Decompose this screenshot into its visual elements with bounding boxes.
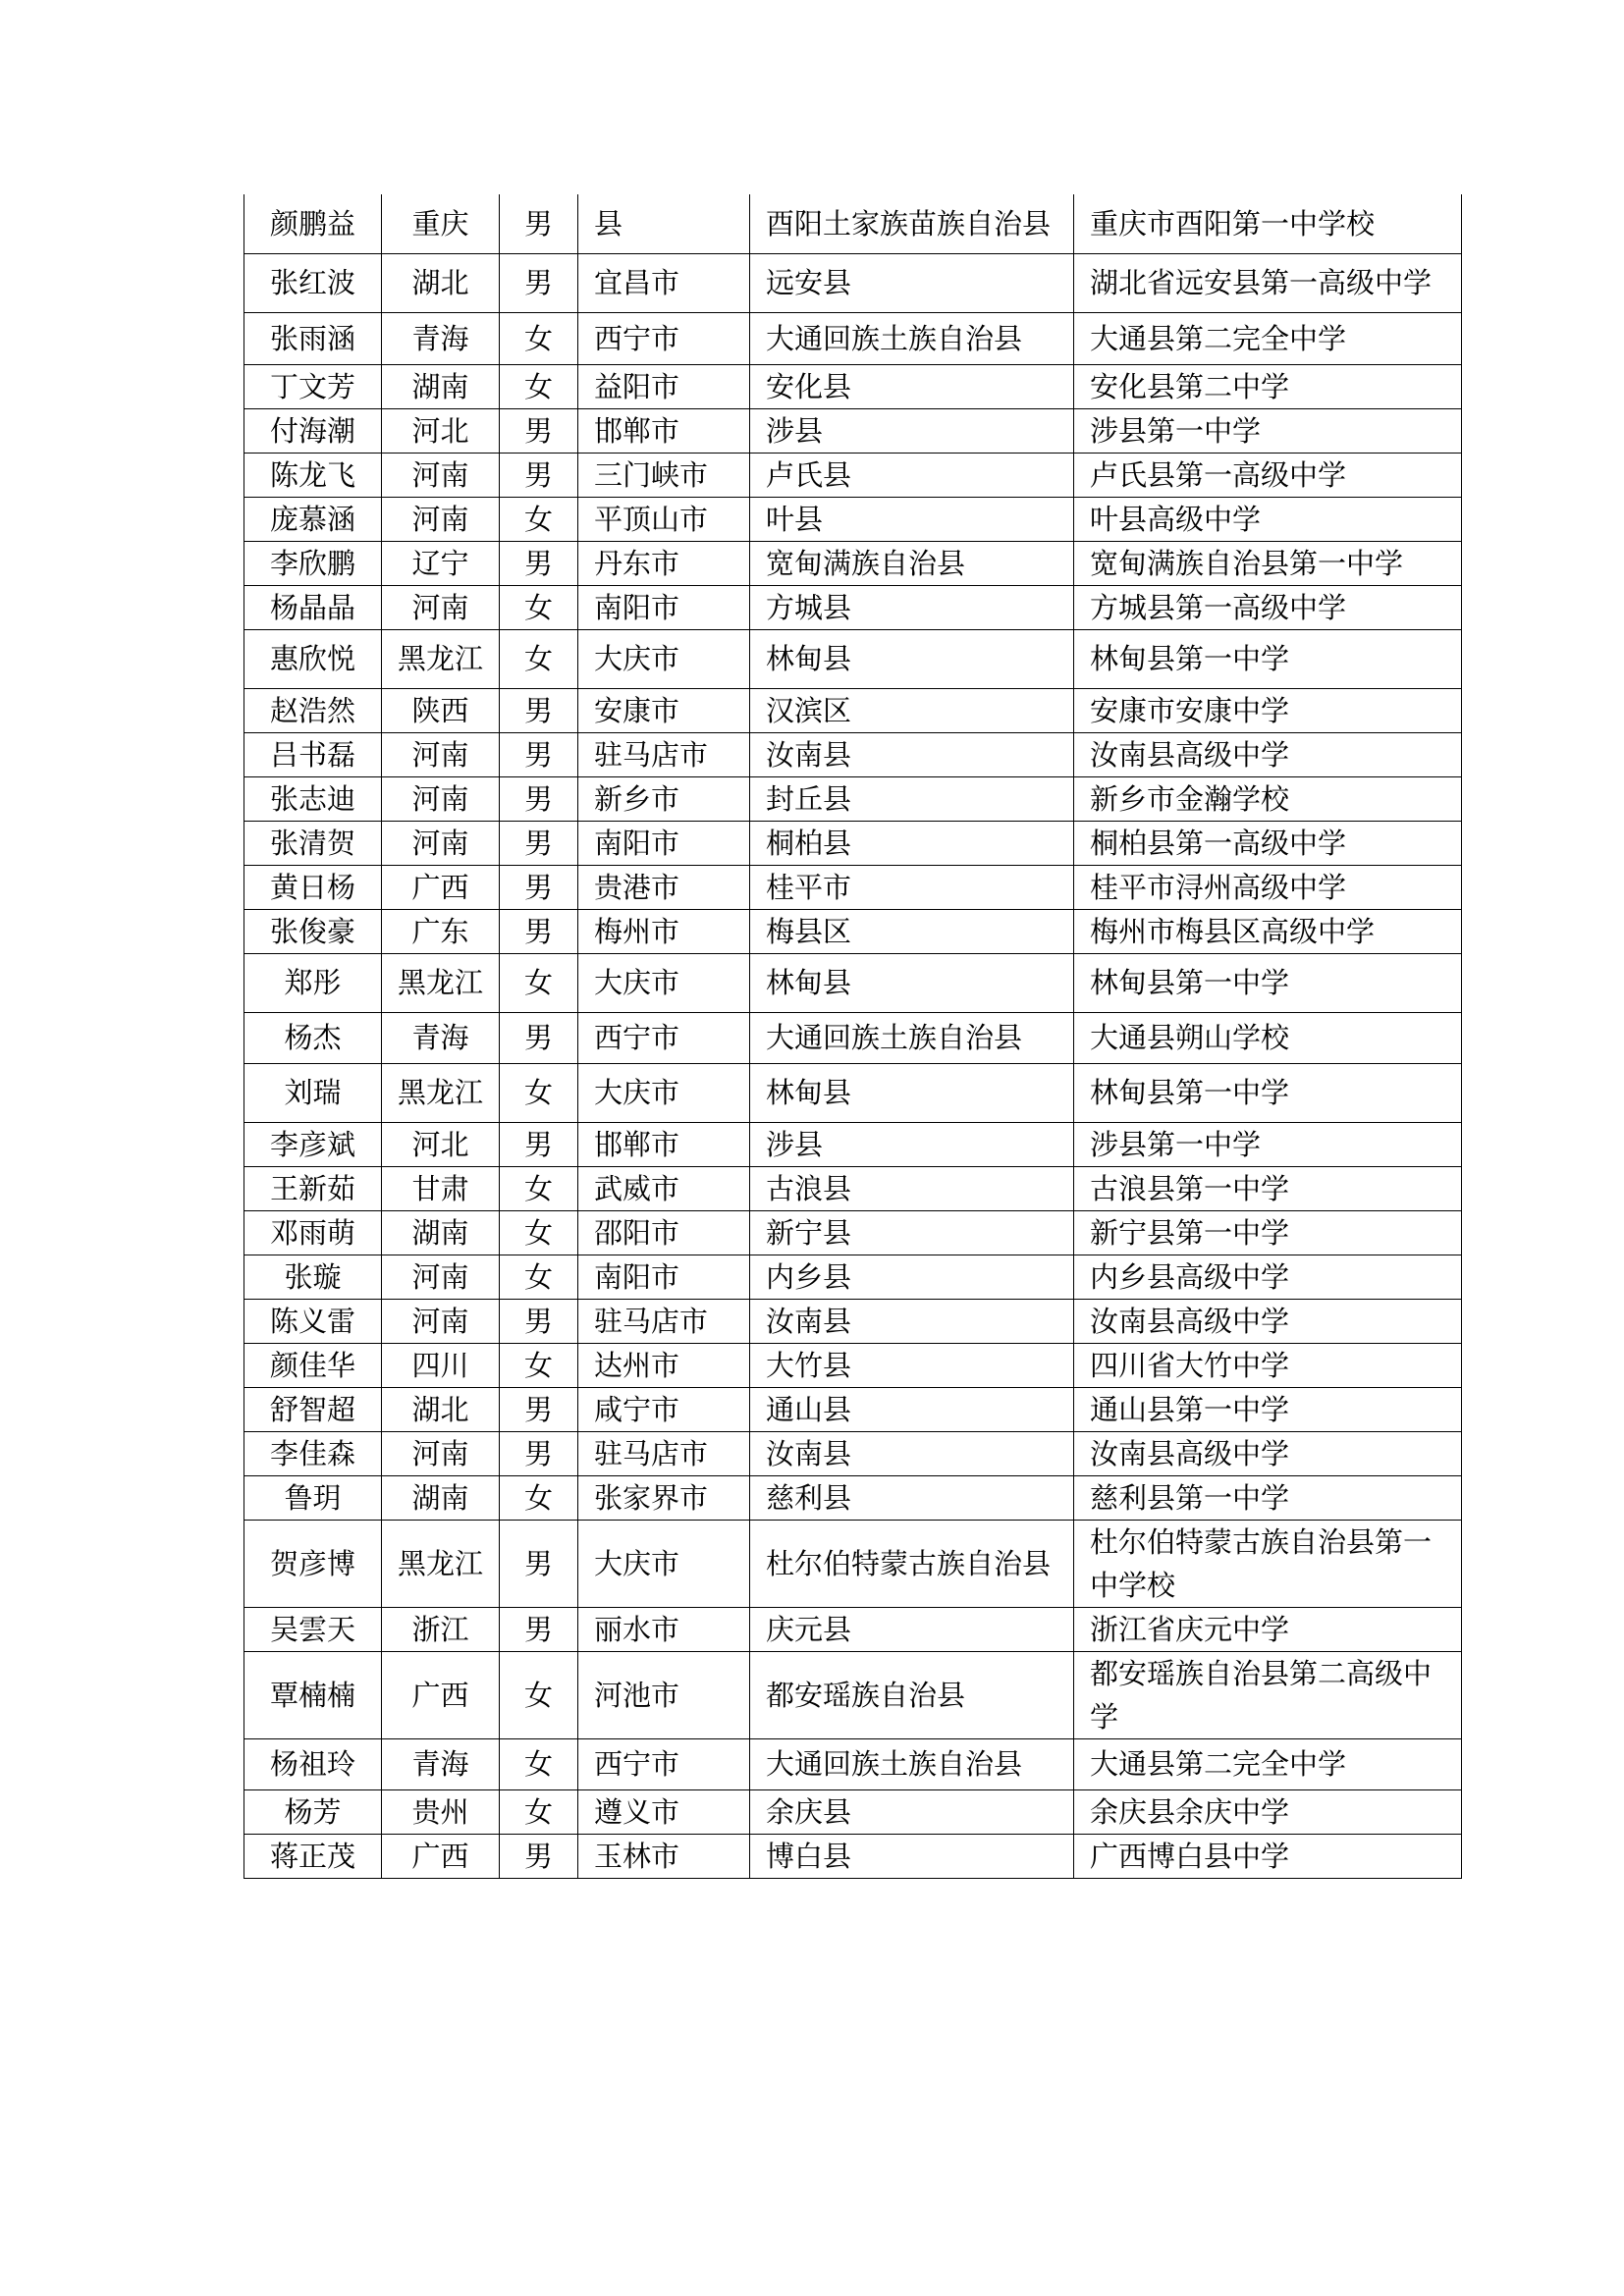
gender-cell: 男 [500, 1122, 578, 1166]
name-cell: 张清贺 [244, 821, 382, 865]
city-cell: 县 [578, 194, 750, 253]
school-cell: 桐柏县第一高级中学 [1074, 821, 1462, 865]
table-row [244, 1387, 1462, 1431]
name-cell: 邓雨萌 [244, 1210, 382, 1255]
name-cell: 陈义雷 [244, 1299, 382, 1343]
province-cell: 湖北 [382, 1387, 500, 1431]
county-cell: 卢氏县 [750, 453, 1074, 497]
gender-cell: 男 [500, 688, 578, 732]
city-cell: 张家界市 [578, 1475, 750, 1520]
gender-cell: 男 [500, 909, 578, 953]
name-cell: 黄日杨 [244, 865, 382, 909]
table-row [244, 688, 1462, 732]
county-cell: 庆元县 [750, 1607, 1074, 1651]
gender-cell: 男 [500, 541, 578, 585]
table-row [244, 776, 1462, 821]
school-cell: 大通县朔山学校 [1074, 1012, 1462, 1063]
county-cell: 新宁县 [750, 1210, 1074, 1255]
province-cell: 河南 [382, 1299, 500, 1343]
county-cell: 汉滨区 [750, 688, 1074, 732]
province-cell: 河南 [382, 497, 500, 541]
name-cell: 付海潮 [244, 408, 382, 453]
city-cell: 邯郸市 [578, 408, 750, 453]
school-cell: 卢氏县第一高级中学 [1074, 453, 1462, 497]
school-cell: 新宁县第一中学 [1074, 1210, 1462, 1255]
table-row [244, 1789, 1462, 1834]
table-row [244, 1520, 1462, 1607]
table-row [244, 1738, 1462, 1789]
county-cell: 都安瑶族自治县 [750, 1651, 1074, 1738]
school-cell: 通山县第一中学 [1074, 1387, 1462, 1431]
name-cell: 庞慕涵 [244, 497, 382, 541]
gender-cell: 女 [500, 1343, 578, 1387]
gender-cell: 男 [500, 408, 578, 453]
county-cell: 内乡县 [750, 1255, 1074, 1299]
table-row [244, 909, 1462, 953]
school-cell: 宽甸满族自治县第一中学 [1074, 541, 1462, 585]
table-row [244, 408, 1462, 453]
name-cell: 杨祖玲 [244, 1738, 382, 1789]
table-row [244, 1255, 1462, 1299]
name-cell: 杨芳 [244, 1789, 382, 1834]
name-cell: 吕书磊 [244, 732, 382, 776]
name-cell: 刘瑞 [244, 1063, 382, 1122]
school-cell: 梅州市梅县区高级中学 [1074, 909, 1462, 953]
province-cell: 黑龙江 [382, 1520, 500, 1607]
gender-cell: 男 [500, 865, 578, 909]
table-row [244, 453, 1462, 497]
city-cell: 大庆市 [578, 629, 750, 688]
table-row [244, 629, 1462, 688]
school-cell: 汝南县高级中学 [1074, 1431, 1462, 1475]
name-cell: 蒋正茂 [244, 1834, 382, 1878]
county-cell: 桐柏县 [750, 821, 1074, 865]
county-cell: 桂平市 [750, 865, 1074, 909]
name-cell: 张璇 [244, 1255, 382, 1299]
school-cell: 汝南县高级中学 [1074, 732, 1462, 776]
gender-cell: 男 [500, 1520, 578, 1607]
table-row [244, 1431, 1462, 1475]
gender-cell: 男 [500, 1834, 578, 1878]
gender-cell: 男 [500, 732, 578, 776]
name-cell: 鲁玥 [244, 1475, 382, 1520]
school-cell: 古浪县第一中学 [1074, 1166, 1462, 1210]
name-cell: 贺彦博 [244, 1520, 382, 1607]
city-cell: 邯郸市 [578, 1122, 750, 1166]
city-cell: 大庆市 [578, 953, 750, 1012]
county-cell: 大竹县 [750, 1343, 1074, 1387]
table-row [244, 541, 1462, 585]
city-cell: 平顶山市 [578, 497, 750, 541]
school-cell: 大通县第二完全中学 [1074, 1738, 1462, 1789]
city-cell: 南阳市 [578, 1255, 750, 1299]
table-row [244, 497, 1462, 541]
city-cell: 贵港市 [578, 865, 750, 909]
province-cell: 河南 [382, 821, 500, 865]
county-cell: 博白县 [750, 1834, 1074, 1878]
school-cell: 浙江省庆元中学 [1074, 1607, 1462, 1651]
school-cell: 涉县第一中学 [1074, 408, 1462, 453]
county-cell: 涉县 [750, 1122, 1074, 1166]
gender-cell: 女 [500, 1738, 578, 1789]
school-cell: 新乡市金瀚学校 [1074, 776, 1462, 821]
gender-cell: 男 [500, 776, 578, 821]
school-cell: 安康市安康中学 [1074, 688, 1462, 732]
county-cell: 宽甸满族自治县 [750, 541, 1074, 585]
school-cell: 慈利县第一中学 [1074, 1475, 1462, 1520]
city-cell: 咸宁市 [578, 1387, 750, 1431]
county-cell: 涉县 [750, 408, 1074, 453]
county-cell: 大通回族土族自治县 [750, 312, 1074, 364]
table-row [244, 865, 1462, 909]
student-table [244, 194, 1462, 1879]
province-cell: 湖北 [382, 253, 500, 312]
name-cell: 覃楠楠 [244, 1651, 382, 1738]
gender-cell: 女 [500, 1475, 578, 1520]
county-cell: 余庆县 [750, 1789, 1074, 1834]
name-cell: 赵浩然 [244, 688, 382, 732]
school-cell: 叶县高级中学 [1074, 497, 1462, 541]
table-row [244, 312, 1462, 364]
gender-cell: 女 [500, 1255, 578, 1299]
county-cell: 林甸县 [750, 629, 1074, 688]
name-cell: 郑彤 [244, 953, 382, 1012]
province-cell: 河南 [382, 453, 500, 497]
county-cell: 大通回族土族自治县 [750, 1738, 1074, 1789]
name-cell: 杨杰 [244, 1012, 382, 1063]
gender-cell: 女 [500, 585, 578, 629]
name-cell: 舒智超 [244, 1387, 382, 1431]
gender-cell: 女 [500, 364, 578, 408]
city-cell: 玉林市 [578, 1834, 750, 1878]
table-row [244, 1166, 1462, 1210]
gender-cell: 女 [500, 1210, 578, 1255]
school-cell: 余庆县余庆中学 [1074, 1789, 1462, 1834]
name-cell: 王新茹 [244, 1166, 382, 1210]
table-row [244, 1012, 1462, 1063]
table-row [244, 1607, 1462, 1651]
county-cell: 梅县区 [750, 909, 1074, 953]
county-cell: 林甸县 [750, 1063, 1074, 1122]
city-cell: 南阳市 [578, 585, 750, 629]
gender-cell: 男 [500, 1387, 578, 1431]
city-cell: 宜昌市 [578, 253, 750, 312]
city-cell: 南阳市 [578, 821, 750, 865]
province-cell: 浙江 [382, 1607, 500, 1651]
table-row [244, 585, 1462, 629]
table-row [244, 821, 1462, 865]
province-cell: 河南 [382, 776, 500, 821]
city-cell: 邵阳市 [578, 1210, 750, 1255]
name-cell: 颜佳华 [244, 1343, 382, 1387]
school-cell: 四川省大竹中学 [1074, 1343, 1462, 1387]
city-cell: 大庆市 [578, 1063, 750, 1122]
county-cell: 古浪县 [750, 1166, 1074, 1210]
county-cell: 林甸县 [750, 953, 1074, 1012]
city-cell: 新乡市 [578, 776, 750, 821]
province-cell: 青海 [382, 312, 500, 364]
name-cell: 陈龙飞 [244, 453, 382, 497]
city-cell: 西宁市 [578, 1738, 750, 1789]
province-cell: 黑龙江 [382, 953, 500, 1012]
city-cell: 安康市 [578, 688, 750, 732]
gender-cell: 女 [500, 629, 578, 688]
name-cell: 李佳森 [244, 1431, 382, 1475]
province-cell: 广东 [382, 909, 500, 953]
gender-cell: 女 [500, 497, 578, 541]
county-cell: 汝南县 [750, 732, 1074, 776]
school-cell: 涉县第一中学 [1074, 1122, 1462, 1166]
city-cell: 大庆市 [578, 1520, 750, 1607]
province-cell: 河北 [382, 1122, 500, 1166]
city-cell: 丹东市 [578, 541, 750, 585]
gender-cell: 女 [500, 1789, 578, 1834]
province-cell: 青海 [382, 1012, 500, 1063]
province-cell: 四川 [382, 1343, 500, 1387]
table-row [244, 1834, 1462, 1878]
province-cell: 河北 [382, 408, 500, 453]
city-cell: 驻马店市 [578, 732, 750, 776]
county-cell: 酉阳土家族苗族自治县 [750, 194, 1074, 253]
city-cell: 丽水市 [578, 1607, 750, 1651]
province-cell: 湖南 [382, 1210, 500, 1255]
county-cell: 封丘县 [750, 776, 1074, 821]
city-cell: 三门峡市 [578, 453, 750, 497]
gender-cell: 男 [500, 1012, 578, 1063]
gender-cell: 女 [500, 953, 578, 1012]
gender-cell: 男 [500, 1607, 578, 1651]
table-row [244, 1299, 1462, 1343]
province-cell: 河南 [382, 1255, 500, 1299]
table-row [244, 1475, 1462, 1520]
school-cell: 汝南县高级中学 [1074, 1299, 1462, 1343]
county-cell: 叶县 [750, 497, 1074, 541]
table-row [244, 953, 1462, 1012]
school-cell: 内乡县高级中学 [1074, 1255, 1462, 1299]
gender-cell: 女 [500, 1166, 578, 1210]
name-cell: 张红波 [244, 253, 382, 312]
table-row [244, 732, 1462, 776]
county-cell: 慈利县 [750, 1475, 1074, 1520]
province-cell: 广西 [382, 865, 500, 909]
school-cell: 安化县第二中学 [1074, 364, 1462, 408]
name-cell: 杨晶晶 [244, 585, 382, 629]
province-cell: 黑龙江 [382, 1063, 500, 1122]
name-cell: 惠欣悦 [244, 629, 382, 688]
table-row [244, 364, 1462, 408]
province-cell: 河南 [382, 1431, 500, 1475]
city-cell: 西宁市 [578, 312, 750, 364]
school-cell: 都安瑶族自治县第二高级中学 [1074, 1651, 1462, 1738]
school-cell: 大通县第二完全中学 [1074, 312, 1462, 364]
county-cell: 汝南县 [750, 1299, 1074, 1343]
province-cell: 青海 [382, 1738, 500, 1789]
gender-cell: 男 [500, 1431, 578, 1475]
province-cell: 湖南 [382, 364, 500, 408]
table-row [244, 1343, 1462, 1387]
city-cell: 西宁市 [578, 1012, 750, 1063]
table-row [244, 194, 1462, 253]
gender-cell: 女 [500, 1651, 578, 1738]
county-cell: 杜尔伯特蒙古族自治县 [750, 1520, 1074, 1607]
name-cell: 张雨涵 [244, 312, 382, 364]
name-cell: 吴雲天 [244, 1607, 382, 1651]
province-cell: 广西 [382, 1651, 500, 1738]
province-cell: 广西 [382, 1834, 500, 1878]
province-cell: 湖南 [382, 1475, 500, 1520]
name-cell: 李欣鹏 [244, 541, 382, 585]
name-cell: 丁文芳 [244, 364, 382, 408]
county-cell: 汝南县 [750, 1431, 1074, 1475]
school-cell: 林甸县第一中学 [1074, 953, 1462, 1012]
city-cell: 驻马店市 [578, 1299, 750, 1343]
table-row [244, 253, 1462, 312]
school-cell: 杜尔伯特蒙古族自治县第一中学校 [1074, 1520, 1462, 1607]
province-cell: 贵州 [382, 1789, 500, 1834]
name-cell: 张俊豪 [244, 909, 382, 953]
school-cell: 重庆市酉阳第一中学校 [1074, 194, 1462, 253]
province-cell: 河南 [382, 732, 500, 776]
city-cell: 驻马店市 [578, 1431, 750, 1475]
city-cell: 达州市 [578, 1343, 750, 1387]
province-cell: 河南 [382, 585, 500, 629]
gender-cell: 男 [500, 194, 578, 253]
table-row [244, 1063, 1462, 1122]
gender-cell: 男 [500, 453, 578, 497]
table-row [244, 1651, 1462, 1738]
table-row [244, 1210, 1462, 1255]
county-cell: 通山县 [750, 1387, 1074, 1431]
student-table-body [244, 194, 1462, 1878]
county-cell: 方城县 [750, 585, 1074, 629]
school-cell: 林甸县第一中学 [1074, 1063, 1462, 1122]
province-cell: 甘肃 [382, 1166, 500, 1210]
county-cell: 大通回族土族自治县 [750, 1012, 1074, 1063]
gender-cell: 男 [500, 253, 578, 312]
school-cell: 林甸县第一中学 [1074, 629, 1462, 688]
city-cell: 梅州市 [578, 909, 750, 953]
gender-cell: 男 [500, 821, 578, 865]
city-cell: 遵义市 [578, 1789, 750, 1834]
gender-cell: 男 [500, 1299, 578, 1343]
city-cell: 武威市 [578, 1166, 750, 1210]
school-cell: 方城县第一高级中学 [1074, 585, 1462, 629]
city-cell: 益阳市 [578, 364, 750, 408]
school-cell: 广西博白县中学 [1074, 1834, 1462, 1878]
name-cell: 颜鹏益 [244, 194, 382, 253]
county-cell: 安化县 [750, 364, 1074, 408]
province-cell: 重庆 [382, 194, 500, 253]
name-cell: 张志迪 [244, 776, 382, 821]
school-cell: 桂平市浔州高级中学 [1074, 865, 1462, 909]
province-cell: 黑龙江 [382, 629, 500, 688]
name-cell: 李彦斌 [244, 1122, 382, 1166]
province-cell: 陕西 [382, 688, 500, 732]
county-cell: 远安县 [750, 253, 1074, 312]
table-row [244, 1122, 1462, 1166]
gender-cell: 女 [500, 1063, 578, 1122]
gender-cell: 女 [500, 312, 578, 364]
school-cell: 湖北省远安县第一高级中学 [1074, 253, 1462, 312]
city-cell: 河池市 [578, 1651, 750, 1738]
province-cell: 辽宁 [382, 541, 500, 585]
